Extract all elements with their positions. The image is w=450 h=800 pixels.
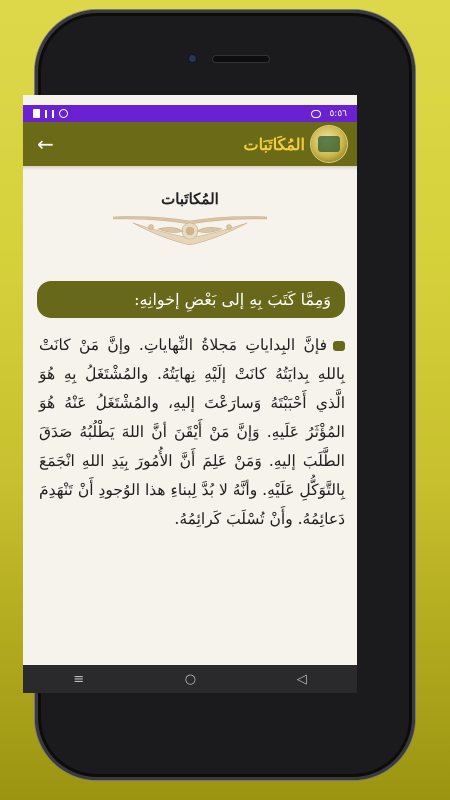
verse-header-box (37, 281, 345, 318)
article-body-text: فإنَّ البِداياتِ مَجلاةُ النِّهاياتِ. وإنَّ مَنْ كانَتْ بِاللهِ بِدايَتُهُ كانَتْ إلَيْهِ نِهايَتُهُ. والمُشْتَغَلُ بِهِ هُوَ الَّذي أَحْبَبْتَهُ وَسارَعْتَ إليهِ، والمُشْتَغَلُ عَنْهُ هُوَ المُؤْثَرُ عَلَيهِ. وَإنَّ مَنْ أَيْقَنَ أنَّ اللهَ يَطْلُبُهُ صَدَقَ الطَّلَبَ إليهِ. وَمَنْ عَلِمَ أَنَّ الأُمُورَ بِيَدِ اللهِ انْجَمَعَ بِالتَّوَكُّلِ عَلَيْهِ. وأنَّهُ لا بُدَّ لِبناءِ هذا الوُجودِ أَنْ تَنْهَدِمَ دَعائِمُهُ. وأَنْ تُسْلَبَ كَرائِمُهُ. (39, 336, 345, 528)
status-time: ٥:٥٦ (329, 108, 347, 119)
notification-icon (33, 109, 40, 118)
front-camera (187, 53, 198, 64)
app-toolbar (23, 122, 357, 166)
status-bar (23, 105, 357, 122)
home-icon[interactable]: ○ (184, 671, 197, 687)
toolbar-title-group (244, 126, 348, 162)
signal-icon (45, 110, 54, 118)
system-nav-bar (23, 665, 357, 693)
app-screen (23, 95, 357, 665)
article-body (39, 331, 345, 534)
earpiece-speaker (213, 56, 269, 62)
page-title: المُكاتَبات (161, 190, 219, 208)
recents-icon[interactable]: ≡ (73, 671, 85, 687)
app-title: المُكَاتَبَات (243, 134, 305, 154)
toolbar-shadow (23, 166, 357, 170)
status-icons-right (311, 109, 347, 119)
alarm-icon (59, 109, 68, 118)
back-arrow-icon[interactable]: ← (37, 132, 54, 156)
battery-icon (311, 110, 321, 118)
ornament-divider-icon (113, 211, 267, 249)
paragraph-bullet-icon (333, 341, 345, 351)
verse-header-text: وَمِمَّا كَتَبَ بِهِ إلى بَعْضِ إخوانِهِ: (134, 290, 331, 309)
nav-back-icon[interactable]: ◁ (296, 671, 307, 687)
phone-top-bezel (35, 10, 415, 105)
status-icons-left (33, 109, 68, 118)
app-logo-icon (311, 126, 347, 162)
